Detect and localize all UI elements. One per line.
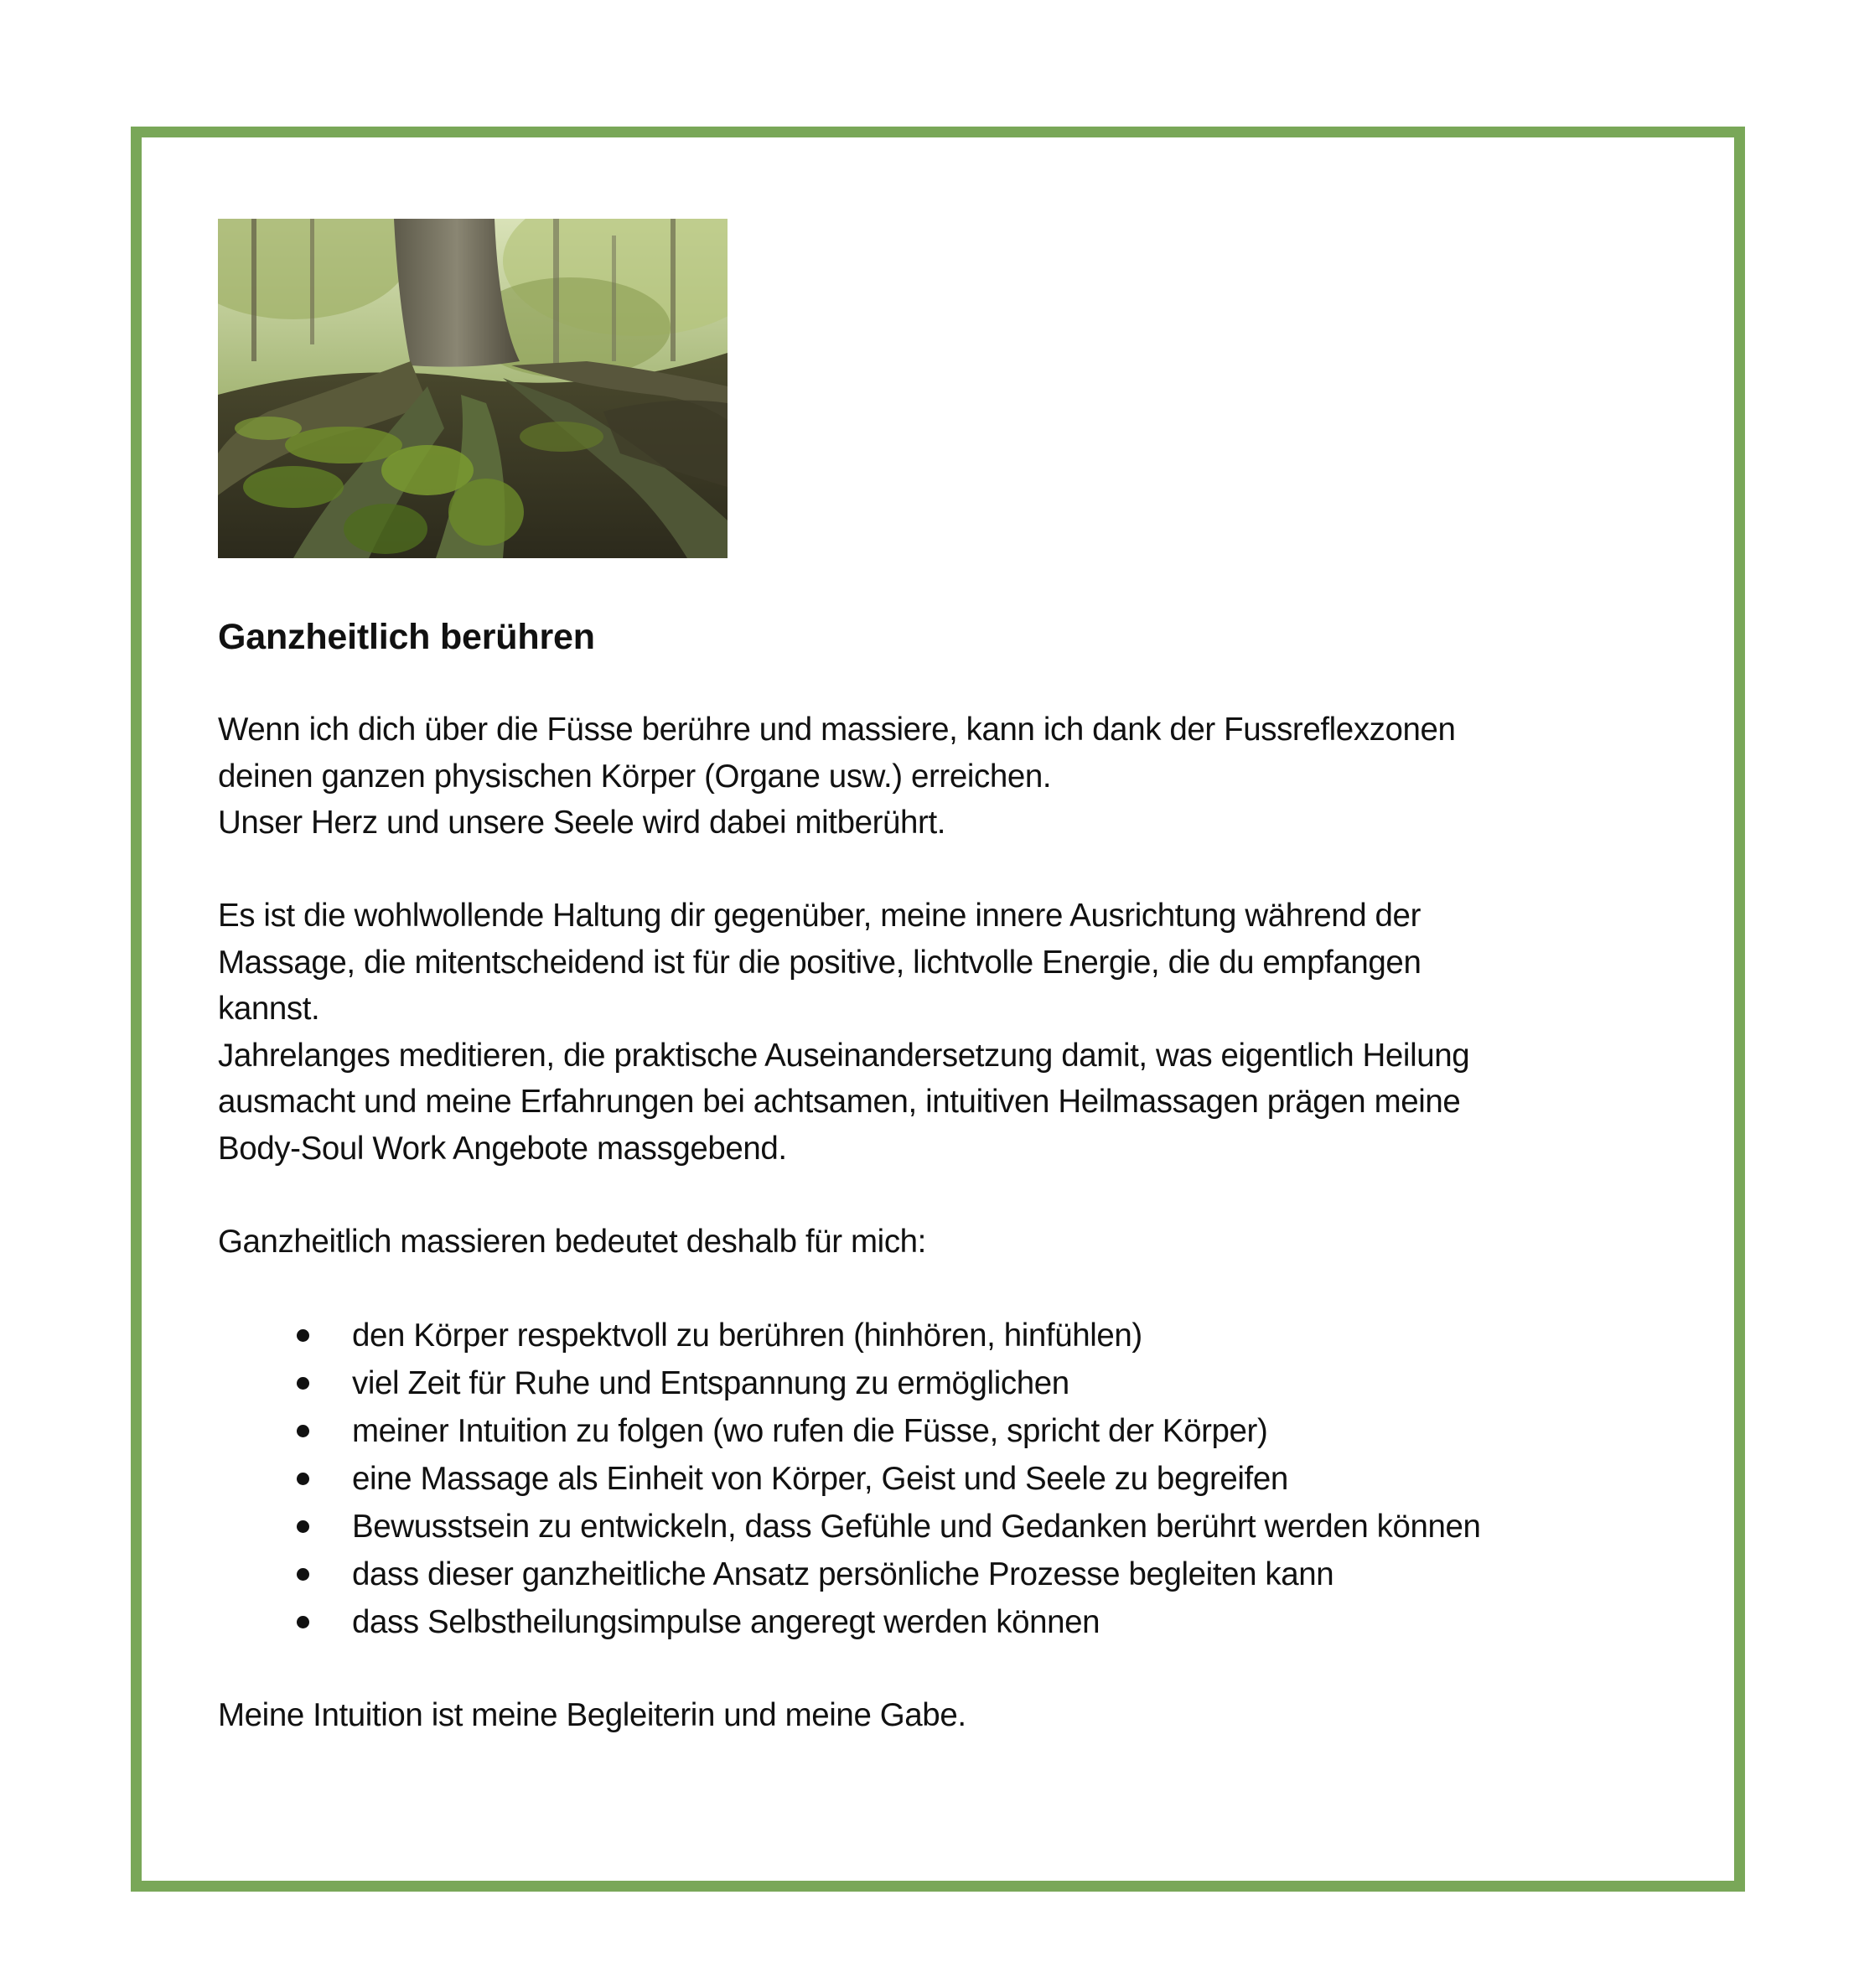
paragraph-spacer <box>218 1646 1609 1693</box>
bullet-icon <box>297 1473 309 1485</box>
bullet-icon <box>297 1377 309 1390</box>
list-item <box>218 1503 1609 1551</box>
list-item <box>218 1551 1609 1598</box>
closing-line: Meine Intuition ist meine Begleiterin und meine Gabe. <box>218 1697 966 1733</box>
document-content <box>218 219 1609 1739</box>
list-item-text: meiner Intuition zu folgen (wo rufen die Füsse, spricht der Körper) <box>352 1412 1268 1449</box>
page-heading: Ganzheitlich berühren <box>218 617 595 657</box>
bullet-icon <box>297 1568 309 1581</box>
list-item <box>218 1455 1609 1503</box>
paragraph-line: kannst. <box>218 991 320 1027</box>
list-intro: Ganzheitlich massieren bedeutet deshalb für mich: <box>218 1223 926 1260</box>
bullet-icon <box>297 1329 309 1342</box>
paragraph-line: deinen ganzen physischen Körper (Organe usw.) erreichen. <box>218 758 1052 795</box>
list-item <box>218 1598 1609 1646</box>
paragraph-line: ausmacht und meine Erfahrungen bei achtsamen, intuitiven Heilmassagen prägen meine <box>218 1084 1461 1120</box>
paragraph-spacer <box>218 1172 1609 1219</box>
paragraph-line: Es ist die wohlwollende Haltung dir gegenüber, meine innere Ausrichtung während der <box>218 898 1421 934</box>
list-item <box>218 1407 1609 1455</box>
paragraph-spacer <box>218 846 1609 893</box>
list-item-text: eine Massage als Einheit von Körper, Geist und Seele zu begreifen <box>352 1460 1288 1497</box>
bullet-list <box>218 1312 1609 1646</box>
list-item-text: dass Selbstheilungsimpulse angeregt werden können <box>352 1603 1100 1640</box>
bullet-icon <box>297 1425 309 1437</box>
paragraph-line: Body-Soul Work Angebote massgebend. <box>218 1130 787 1167</box>
list-item-text: Bewusstsein zu entwickeln, dass Gefühle und Gedanken berührt werden können <box>352 1508 1481 1545</box>
paragraph-line: Wenn ich dich über die Füsse berühre und massiere, kann ich dank der Fussreflexzonen <box>218 712 1456 748</box>
list-item-text: den Körper respektvoll zu berühren (hinhören, hinfühlen) <box>352 1317 1142 1354</box>
list-item <box>218 1359 1609 1407</box>
bullet-icon <box>297 1520 309 1533</box>
paragraph-line: Unser Herz und unsere Seele wird dabei mitberührt. <box>218 805 946 841</box>
paragraph-line: Massage, die mitentscheidend ist für die positive, lichtvolle Energie, die du empfangen <box>218 944 1421 981</box>
list-item <box>218 1312 1609 1359</box>
bullet-icon <box>297 1616 309 1628</box>
paragraph-line: Jahrelanges meditieren, die praktische Auseinandersetzung damit, was eigentlich Heilung <box>218 1037 1470 1074</box>
tree-roots-photo <box>218 219 728 558</box>
list-item-text: viel Zeit für Ruhe und Entspannung zu ermöglichen <box>352 1364 1069 1401</box>
list-item-text: dass dieser ganzheitliche Ansatz persönliche Prozesse begleiten kann <box>352 1556 1334 1592</box>
